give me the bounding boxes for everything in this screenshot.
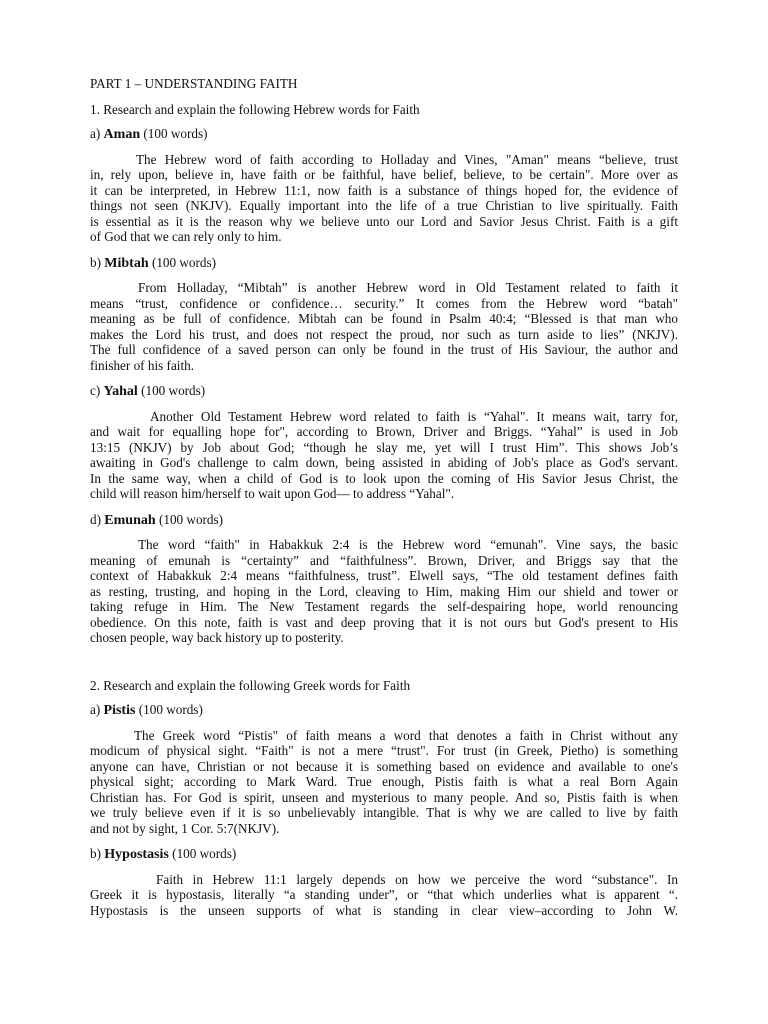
word-count: (100 words) <box>172 846 237 861</box>
paragraph-line: obedience. On this note, faith is vast and deep proving that it is not ours but God's present to His <box>90 614 678 630</box>
word-count: (100 words) <box>158 511 224 527</box>
word-count: (100 words) <box>141 383 206 398</box>
paragraph-mibtah <box>90 280 678 373</box>
word-count: (100 words) <box>143 126 208 141</box>
paragraph-line: The Hebrew word of faith according to Holladay and Vines, "Aman" means “believe, trust <box>136 151 678 167</box>
term-aman: Aman <box>103 127 141 142</box>
paragraph-line: child will reason him/herself to wait upon God— to address “Yahal". <box>90 486 455 501</box>
paragraph-line: in, rely upon, believe in, have faith or be faithful, have belief, believe, to be certain". More over as <box>90 167 678 182</box>
paragraph-line: it can be interpreted, in Hebrew 11:1, now faith is a substance of things hoped for, the evidence of <box>90 182 678 198</box>
paragraph-line: and wait for equalling hope for", according to Brown, Driver and Briggs. “Yahal” is used in Job <box>90 424 678 439</box>
paragraph-line: In the same way, when a child of God is to look upon the coming of His Savior Jesus Christ, the <box>90 470 678 486</box>
paragraph-line: as resting, trusting, and hoping in the Lord, cleaving to Him, making Him our shield and tower or <box>90 583 678 599</box>
section-hypostasis-heading <box>90 846 678 863</box>
section-spacer <box>90 656 678 678</box>
paragraph-line: Faith in Hebrew 11:1 largely depends on how we perceive the word “substance". In <box>156 871 678 887</box>
term-yahal: Yahal <box>103 384 138 399</box>
item-letter: b) <box>90 254 101 270</box>
question-1-prompt: 1. Research and explain the following Hebrew words for Faith <box>90 101 420 117</box>
paragraph-line: means “trust, confidence or confidence… security.” It comes from the Hebrew word “batah" <box>90 295 678 311</box>
paragraph-line: context of Habakkuk 2:4 means “faithfulness, trust”. Elwell says, “The old testament defines faith <box>90 568 678 583</box>
term-emunah: Emunah <box>104 512 156 528</box>
paragraph-line: taking refuge in Him. The New Testament regards the self-despairing hope, world renouncing <box>90 599 678 614</box>
paragraph-line: we truly believe even if it is so unbelievably intangible. That is why we are called to live by faith <box>90 805 678 820</box>
paragraph-line: of God that we can rely only to him. <box>90 229 282 244</box>
paragraph-line: The word “faith" in Habakkuk 2:4 is the Hebrew word “emunah". Vine says, the basic <box>138 537 678 552</box>
term-hypostasis: Hypostasis <box>104 847 169 862</box>
paragraph-line: 13:15 (NKJV) by Job about God; “though he slay me, yet will I trust Him”. This shows Job’s <box>90 439 678 455</box>
paragraph-yahal <box>90 409 678 502</box>
section-aman-heading <box>90 126 678 143</box>
paragraph-hypostasis <box>90 872 678 919</box>
section-pistis-heading <box>90 702 678 719</box>
word-count: (100 words) <box>151 254 217 270</box>
paragraph-line: meaning as be full of confidence. Mibtah can be found in Psalm 40:4; “Blessed is that man who <box>90 311 678 326</box>
item-letter: c) <box>90 383 101 398</box>
paragraph-line: makes the Lord his trust, and does not respect the proud, nor such as turn aside to lies” (NKJV). <box>90 326 678 342</box>
paragraph-line: Greek it is hypostasis, literally “a standing under”, or “that which underlies what is apparent “. <box>90 887 678 902</box>
paragraph-line: anyone can have, Christian or not because it is something based on evidence and available to one's <box>90 758 678 774</box>
paragraph-line: awaiting in God's challenge to calm down, being assisted in abiding of Job's place as God's servant. <box>90 455 678 470</box>
item-letter: b) <box>90 846 101 861</box>
item-letter: a) <box>90 702 101 717</box>
item-letter: a) <box>90 126 101 141</box>
paragraph-pistis <box>90 728 678 837</box>
paragraph-emunah <box>90 537 678 646</box>
part-title: PART 1 – UNDERSTANDING FAITH <box>90 76 298 91</box>
section-yahal-heading <box>90 383 678 400</box>
paragraph-line: The Greek word “Pistis" of faith means a word that denotes a faith in Christ without any <box>134 727 678 743</box>
paragraph-line: meaning of emunah is “certainty” and “faithfulness”. Brown, Driver, and Briggs say that the <box>90 552 678 568</box>
paragraph-line: The full confidence of a saved person can only be found in the trust of His Saviour, the author and <box>90 342 678 357</box>
paragraph-line: Another Old Testament Hebrew word related to faith is “Yahal". It means wait, tarry for, <box>150 408 678 424</box>
paragraph-line: and not by sight, 1 Cor. 5:7(NKJV). <box>90 820 280 836</box>
term-mibtah: Mibtah <box>104 255 149 271</box>
section-mibtah-heading <box>90 255 678 272</box>
paragraph-line: finisher of his faith. <box>90 357 195 373</box>
paragraph-line: Christian has. For God is spirit, unseen and mysterious to many people. And so, Pistis faith is when <box>90 789 678 805</box>
item-letter: d) <box>90 511 101 527</box>
paragraph-line: Hypostasis is the unseen supports of what is standing in clear view–according to John W. <box>90 902 678 918</box>
document-page <box>90 76 678 928</box>
paragraph-aman <box>90 152 678 245</box>
paragraph-line: things not seen (NKJV). Equally important into the life of a true Christian to live spiritually. Faith <box>90 198 678 213</box>
paragraph-line: is essential as it is the reason why we believe unto our Lord and Savior Jesus Christ. Faith is a gift <box>90 213 678 229</box>
term-pistis: Pistis <box>103 703 136 718</box>
section-emunah-heading <box>90 512 678 529</box>
word-count: (100 words) <box>138 702 203 717</box>
paragraph-line: From Holladay, “Mibtah” is another Hebrew word in Old Testament related to faith it <box>138 280 678 295</box>
paragraph-line: modicum of physical sight. “Faith" is not a mere “trust". For trust (in Greek, Pietho) is something <box>90 743 678 758</box>
paragraph-line: physical sight; according to Mark Ward. True enough, Pistis faith is what a real Born Again <box>90 774 678 789</box>
paragraph-line: chosen people, way back history up to posterity. <box>90 630 344 645</box>
question-2-prompt: 2. Research and explain the following Greek words for Faith <box>90 677 411 693</box>
